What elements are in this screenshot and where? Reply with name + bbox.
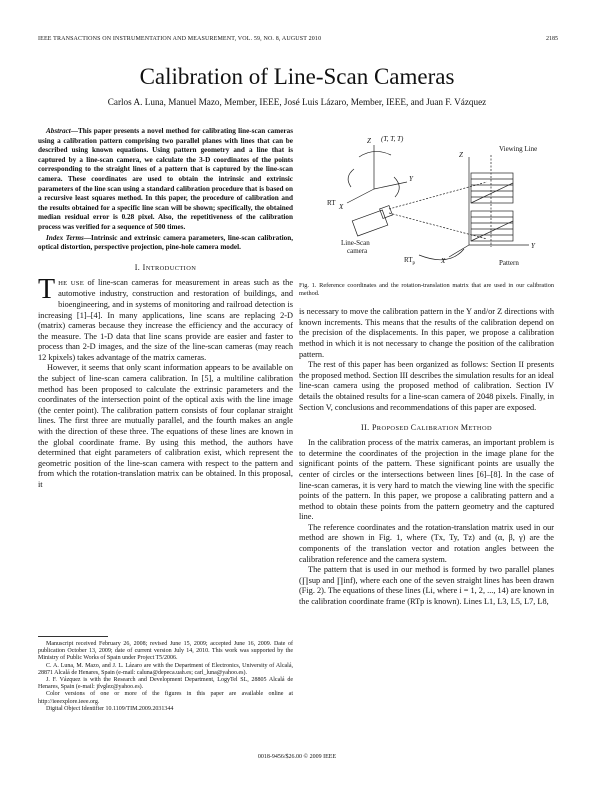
author-list: Carlos A. Luna, Manuel Mazo, Member, IEEE, José Luis Lázaro, Member, IEEE, and Juan F. Vázquez bbox=[107, 97, 487, 107]
method-body bbox=[299, 438, 554, 608]
label-rtp: $RT_p$ bbox=[404, 256, 416, 266]
footnote-doi: Digital Object Identifier 10.1109/TIM.2009.2031344 bbox=[46, 705, 174, 712]
label-rt: RT bbox=[327, 199, 336, 207]
abstract-lead: Abstract bbox=[46, 127, 71, 135]
label-pattern-y: Y bbox=[531, 242, 535, 250]
camera-y-axis bbox=[374, 182, 407, 189]
intro-paragraph-1: THE USE of line-scan cameras for measurement in areas such as the automotive industry, construction and restoration of buildings, and bioengineering, and in systems of monitoring and railroad detection is increasing [1]–[4]. In many applications, line scans are replacing 2-D (matrix) cameras because they increase the efficiency and the accuracy of the measure. The 1-D data that line scans provide are easier and faster to process than 2-D images, and the size of the line-scan cameras (may reach 12 kpixels) takes advantage of the matrix cameras. bbox=[38, 273, 294, 362]
section-heading-introduction: I. INTRODUCTION bbox=[134, 262, 197, 272]
left-column bbox=[38, 127, 293, 491]
footnote-affiliation-1: C. A. Luna, M. Mazo, and J. L. Lázaro are with the Department of Electronics, University of Alcalá, 28871 Alcalá de Henares, Spain (e-mail: caluna@depeca.uah.es; carl_luna@yahoo.es). bbox=[38, 662, 293, 676]
method-paragraph-1: In the calibration process of the matrix cameras, an important problem is to determine the coordinates of the projection in the image plane for the significant points of the pattern. These significant points are usually the center of circles or the intersections between lines [6]–[8]. In the case of line-scan cameras, it is very hard to match the viewing line with the specific points of the pattern. In this paper, we propose a calibrating pattern and a method to obtain these points from the pattern geometry and the captured line. bbox=[299, 438, 554, 522]
method-paragraph-3: The pattern that is used in our method is formed by two parallel planes (∏sup and ∏inf), where each one of the seven straight lines has been drawn (Fig. 2). The equations of these lines (Li, where i = 1, 2, ..., 14) are known in the calibration coordinate frame (RTp is known). Lines L1, L3, L5, L7, L8, bbox=[299, 565, 554, 607]
rotation-arc-left bbox=[348, 169, 354, 187]
footnote-affiliation-2: J. F. Vázquez is with the Research and Development Department, LogyTel SL, 28805 Alcalá de Henares, Spain (e-mail: jfvglez@yahoo.es). bbox=[38, 677, 293, 691]
label-camera-x: X bbox=[339, 203, 344, 211]
label-pattern: Pattern bbox=[499, 259, 519, 267]
page-number: 2185 bbox=[546, 36, 558, 42]
figure-1-caption: Fig. 1. Reference coordinates and the rotation-translation matrix that are used in our calibration method. bbox=[299, 282, 554, 297]
introduction-body bbox=[38, 273, 294, 491]
figure-1-diagram bbox=[299, 127, 554, 277]
pattern-x-axis bbox=[449, 245, 469, 257]
camera-lens bbox=[380, 206, 393, 219]
intro-paragraph-3: is necessary to move the calibration pattern in the Y and/or Z directions with known increments. This means that the results of the calibration depend on the precision of the displacements. In this paper, we propose a calibration method in which it is not necessary to change the position of the calibration pattern. bbox=[299, 307, 554, 359]
right-column-body bbox=[299, 307, 554, 413]
camera-x-axis bbox=[347, 189, 374, 203]
label-coordinates: (T, T, T) bbox=[381, 135, 404, 143]
view-ray-top bbox=[389, 182, 487, 209]
pattern-upper-plane bbox=[471, 173, 513, 203]
rotation-arc-right bbox=[394, 177, 399, 197]
label-camera-z: Z bbox=[367, 137, 371, 145]
label-viewing-line: Viewing Line bbox=[499, 145, 538, 153]
right-column bbox=[299, 127, 554, 608]
paper-title: Calibration of Line-Scan Cameras bbox=[139, 64, 455, 89]
abstract bbox=[38, 127, 293, 233]
abstract-text: —This paper presents a novel method for calibrating line-scan cameras using a calibration pattern comprising two parallel planes with lines that can be described using known equations. Using pattern geometry and a line that is captured by a line-scan camera, we calculate the 3-D coordinates of the points corresponding to the straight lines of a pattern that is captured by the line-scan camera. These coordinates are used to obtain the intrinsic and extrinsic parameters of the line scan using a standard calibration procedure that is based on a recursive least squares method. In this paper, the procedure of calibration and the results obtained for a specific line scan will be shown; specifically, the obtained median residual error is 0.28 pixel. Also, the repetitiveness of the calibration process was verified for a sequence of 500 times. bbox=[38, 127, 293, 231]
footnote-manuscript: Manuscript received February 26, 2008; revised June 15, 2009; accepted June 16, 2009. Date of publication October 13, 2009; date of current version July 14, 2010. This work was supported by the Ministry of Public Works of Spain under Project T5/2006. bbox=[38, 641, 293, 662]
footnotes bbox=[38, 630, 293, 713]
index-terms bbox=[38, 234, 293, 253]
journal-header: IEEE TRANSACTIONS ON INSTRUMENTATION AND MEASUREMENT, VOL. 59, NO. 8, AUGUST 2010 bbox=[38, 36, 322, 42]
drop-cap: T bbox=[38, 273, 56, 305]
label-pattern-z: Z bbox=[459, 151, 463, 159]
footnote-rule bbox=[38, 636, 108, 637]
index-terms-text: —Intrinsic and extrinsic camera parameters, line-scan calibration, optical distortion, perspective projection, pine-hole camera model. bbox=[38, 233, 293, 252]
copyright-footer: 0018-9456/$26.00 © 2009 IEEE bbox=[257, 754, 337, 760]
camera-body bbox=[352, 210, 388, 236]
figure-1 bbox=[299, 127, 554, 277]
label-camera-y: Y bbox=[409, 175, 413, 183]
section-heading-method: II. PROPOSED CALIBRATION METHOD bbox=[361, 423, 492, 433]
method-paragraph-2: The reference coordinates and the rotation-translation matrix used in our method are shown in Fig. 1, where (Tx, Ty, Tz) and (α, β, γ) are the components of the translation vector and rotation angles between the calibration reference and the camera system. bbox=[299, 522, 554, 564]
intro-paragraph-4: The rest of this paper has been organized as follows: Section II presents the proposed method. Section III describes the simulation results for an ideal line-scan camera using the proposed method of calibration. Section IV details the obtained results for a line-scan camera of 2048 pixels. Finally, in Section V, conclusions and recommendations of this paper are exposed. bbox=[299, 360, 554, 412]
footnote-color: Color versions of one or more of the figures in this paper are available online at http://ieeexplore.ieee.org. bbox=[38, 691, 293, 705]
label-camera: Line-Scan camera bbox=[341, 239, 370, 255]
label-pattern-x: X bbox=[441, 257, 446, 265]
rotation-arc-top bbox=[359, 151, 391, 157]
index-terms-lead: Index Terms bbox=[46, 233, 84, 242]
intro-paragraph-2: However, it seems that only scant information appears to be available on the subject of line-scan camera calibration. In [5], a multiline calibration method has been proposed to calculate the extrinsic parameters and the coordinates of the intersection point of the optical axis with the line image (the center point). The calibration pattern consists of four coplanar straight lines. The first three are mutually parallel, and the fourth makes an angle with the direction of these three. The equations of these lines are known in the global coordinate frame. By using this method, the authors have determined that eight parameters of calibration exist, which represent the geometric position of the line-scan camera with respect to the pattern and from which the rotation-translation matrix can be obtained. In this proposal, it bbox=[38, 363, 293, 489]
